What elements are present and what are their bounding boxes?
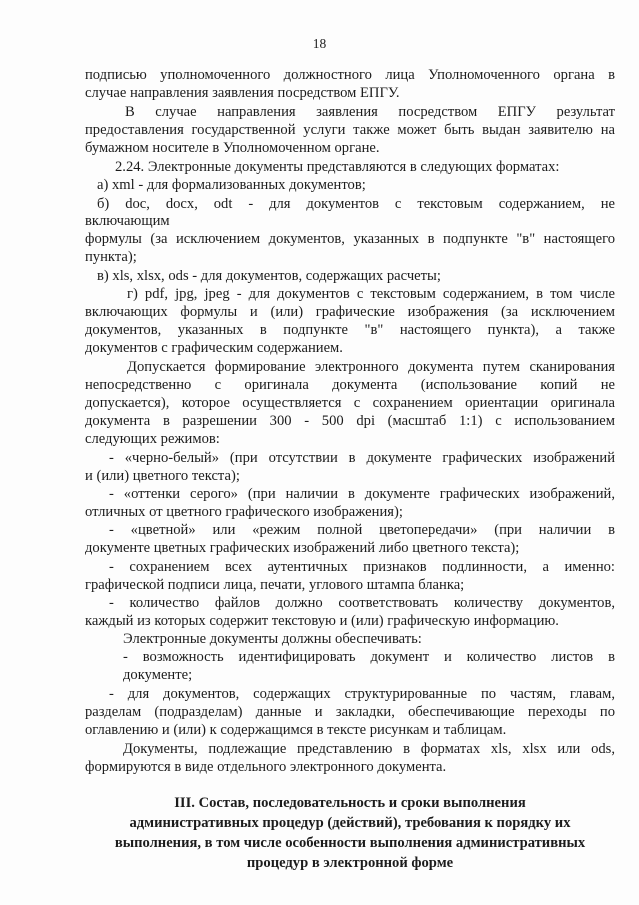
text-line: - «цветной» или «режим полной цветопередачи» (при наличии в xyxy=(109,522,615,538)
text-line: допускается), которое осуществляется с сохранением ориентации оригинала xyxy=(85,395,615,411)
text-line: документа в разрешении 300 - 500 dpi (масштаб 1:1) с использованием xyxy=(85,413,615,429)
heading-line: процедур в электронной форме xyxy=(246,855,454,871)
text-line: Документы, подлежащие представлению в форматах xls, xlsx или ods, xyxy=(123,741,615,757)
text-line: оглавлению и (или) к содержащимся в тексте рисункам и таблицам. xyxy=(85,722,507,738)
text-line: бумажном носителе в Уполномоченном органе. xyxy=(85,140,380,156)
text-line: и (или) цветного текста); xyxy=(85,468,240,484)
text-line: 2.24. Электронные документы представляются в следующих форматах: xyxy=(115,159,560,175)
text-line: - для документов, содержащих структурированные по частям, главам, xyxy=(109,686,615,702)
text-line: - сохранением всех аутентичных признаков подлинности, а именно: xyxy=(109,559,615,575)
text-line: - возможность идентифицировать документ и количество листов в xyxy=(123,649,615,665)
text-line: формируются в виде отдельного электронного документа. xyxy=(85,759,447,775)
text-line: в) xls, xlsx, ods - для документов, содержащих расчеты; xyxy=(97,268,441,284)
text-line: непосредственно с оригинала документа (использование копий не xyxy=(85,377,615,393)
text-line: документе цветных графических изображений либо цветного текста); xyxy=(85,540,520,556)
text-line: документов с графическим содержанием. xyxy=(85,340,343,356)
text-line: а) xml - для формализованных документов; xyxy=(97,177,366,193)
text-line: разделам (подразделам) данные и закладки, обеспечивающие переходы по xyxy=(85,704,615,720)
heading-line: III. Состав, последовательность и сроки выполнения xyxy=(174,795,526,811)
page-number: 18 xyxy=(312,36,327,51)
text-line: подписью уполномоченного должностного лица Уполномоченного органа в xyxy=(85,67,615,83)
text-line: предоставления государственной услуги также может быть выдан заявителю на xyxy=(85,122,615,138)
text-line: - «оттенки серого» (при наличии в документе графических изображений, xyxy=(109,486,615,502)
text-line: формулы (за исключением документов, указанных в подпункте "в" настоящего xyxy=(85,231,615,247)
text-line: следующих режимов: xyxy=(85,431,220,447)
text-line: отличных от цветного графического изображения); xyxy=(85,504,403,520)
text-line: включающим xyxy=(85,213,170,229)
heading-line: выполнения, в том числе особенности выполнения административных xyxy=(114,835,586,851)
text-line: В случае направления заявления посредством ЕПГУ результат xyxy=(125,104,615,120)
text-line: г) pdf, jpg, jpeg - для документов с текстовым содержанием, в том числе xyxy=(127,286,615,302)
text-line: пункта); xyxy=(85,249,137,265)
text-line: каждый из которых содержит текстовую и (или) графическую информацию. xyxy=(85,613,559,629)
text-line: - количество файлов должно соответствовать количеству документов, xyxy=(109,595,615,611)
text-line: графической подписи лица, печати, углового штампа бланка; xyxy=(85,577,465,593)
text-line: Допускается формирование электронного документа путем сканирования xyxy=(127,359,615,375)
heading-line: административных процедур (действий), требования к порядку их xyxy=(129,815,571,831)
text-line: случае направления заявления посредством ЕПГУ. xyxy=(85,85,400,101)
text-line: документов, указанных в подпункте "в" настоящего пункта), а также xyxy=(85,322,615,338)
text-line: б) doc, docx, odt - для документов с текстовым содержанием, не xyxy=(97,196,615,212)
text-line: включающих формулы и (или) графические изображения (за исключением xyxy=(85,304,615,320)
text-line: документе; xyxy=(123,667,193,683)
text-line: - «черно-белый» (при отсутствии в документе графических изображений xyxy=(109,450,615,466)
text-line: Электронные документы должны обеспечивать: xyxy=(123,631,422,647)
